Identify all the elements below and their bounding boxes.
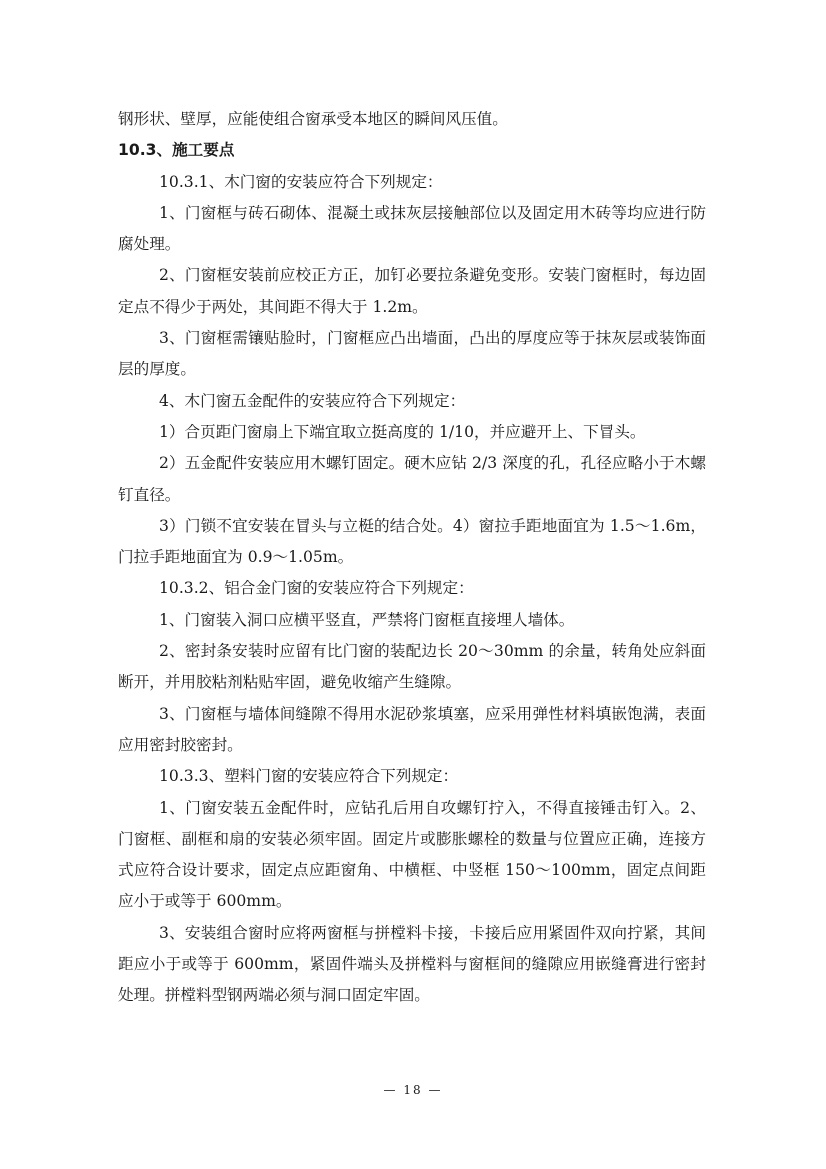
- paragraph-plastic-1: 1、门窗安装五金配件时，应钻孔后用自攻螺钉拧入，不得直接锤击钉入。2、门窗框、副框和扇的安装必须牢固。固定片或膨胀螺栓的数量与位置应正确，连接方式应符合设计要求，固定点应距窗角、中横框、中竖框 150～100mm，固定点间距应小于或等于 600mm。: [118, 798, 706, 911]
- paragraph-item-4-3: 3）门锁不宜安装在冒头与立梃的结合处。4）窗拉手距地面宜为 1.5～1.6m，门拉手距地面宜为 0.9～1.05m。: [118, 516, 706, 567]
- paragraph-aluminum-2: 2、密封条安装时应留有比门窗的装配边长 20～30mm 的余量，转角处应斜面断开，并用胶粘剂粘贴牢固，避免收缩产生缝隙。: [118, 642, 706, 692]
- paragraph-10-3-1: 10.3.1、木门窗的安装应符合下列规定：: [159, 172, 443, 191]
- paragraph-10-3-3: 10.3.3、塑料门窗的安装应符合下列规定：: [159, 767, 459, 786]
- paragraph-aluminum-3: 3、门窗框与墙体间缝隙不得用水泥砂浆填塞，应采用弹性材料填嵌饱满，表面应用密封胶密封。: [118, 704, 706, 754]
- paragraph-item-1: 1、门窗框与砖石砌体、混凝土或抹灰层接触部位以及固定用木砖等均应进行防腐处理。: [118, 203, 706, 254]
- paragraph-item-2: 2、门窗框安装前应校正方正，加钉必要拉条避免变形。安装门窗框时，每边固定点不得少于两处，其间距不得大于 1.2m。: [118, 266, 706, 316]
- section-heading: 10.3、施工要点: [118, 141, 235, 160]
- paragraph-item-4-1: 1）合页距门窗扇上下端宜取立挺高度的 1/10，并应避开上、下冒头。: [159, 422, 646, 441]
- document-body: [118, 104, 706, 1012]
- page-number: — 18 —: [383, 1083, 443, 1097]
- paragraph-10-3-2: 10.3.2、铝合金门窗的安装应符合下列规定：: [159, 579, 474, 598]
- paragraph-item-4: 4、木门窗五金配件的安装应符合下列规定：: [159, 391, 466, 410]
- paragraph-aluminum-1: 1、门窗装入洞口应横平竖直，严禁将门窗框直接埋人墙体。: [159, 610, 575, 629]
- paragraph-item-4-2: 2）五金配件安装应用木螺钉固定。硬木应钻 2/3 深度的孔，孔径应略小于木螺钉直径。: [118, 454, 706, 504]
- paragraph-item-3: 3、门窗框需镶贴脸时，门窗框应凸出墙面，凸出的厚度应等于抹灰层或装饰面层的厚度。: [118, 329, 706, 379]
- paragraph-plastic-3: 3、安装组合窗时应将两窗框与拼樘料卡接，卡接后应用紧固件双向拧紧，其间距应小于或等于 600mm，紧固件端头及拼樘料与窗框间的缝隙应用嵌缝膏进行密封处理。拼樘料型钢两端必须与洞口固定牢固。: [118, 923, 706, 1005]
- paragraph-intro: 钢形状、壁厚，应能使组合窗承受本地区的瞬间风压值。: [118, 110, 508, 128]
